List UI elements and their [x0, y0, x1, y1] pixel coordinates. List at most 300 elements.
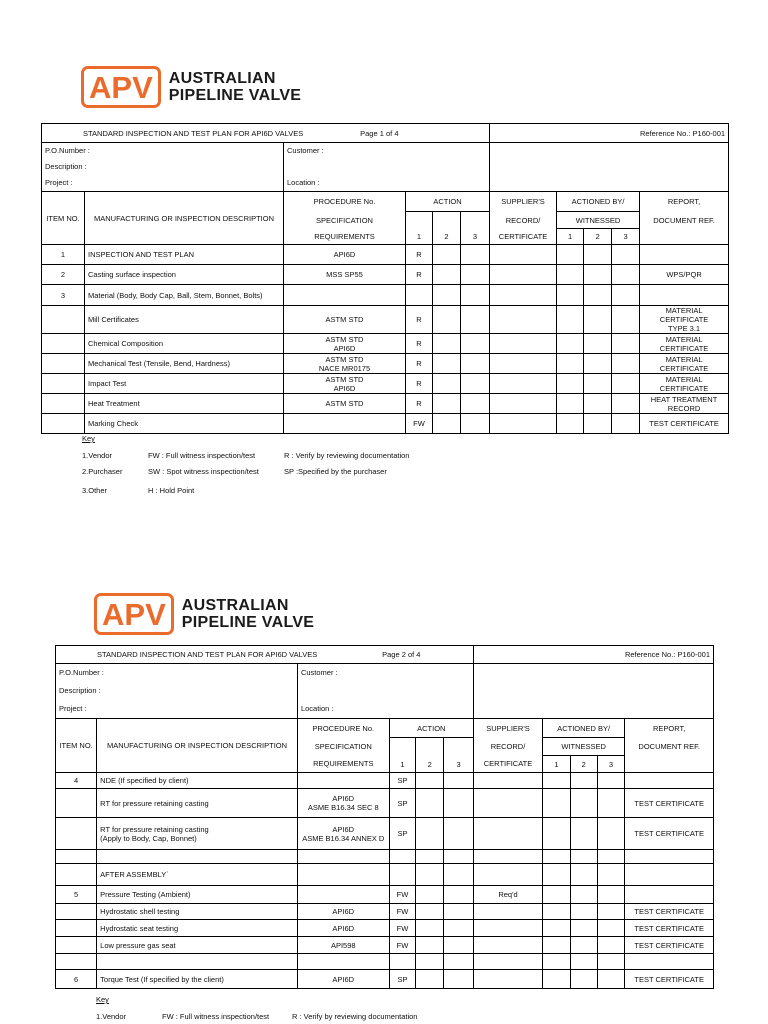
header-report-2: DOCUMENT REF.	[640, 212, 729, 229]
action-1: R	[406, 334, 433, 354]
header-actioned-1: ACTIONED BY/	[557, 192, 640, 212]
action-1: R	[406, 306, 433, 334]
report-document	[640, 245, 729, 265]
header-report-2: DOCUMENT REF.	[625, 738, 714, 756]
key-vendor: 1.Vendor	[82, 451, 113, 460]
witness-1	[543, 818, 571, 850]
supplier-record	[474, 850, 543, 864]
action-1	[389, 954, 416, 970]
witness-2	[570, 954, 597, 970]
witness-3	[612, 245, 640, 265]
item-description: RT for pressure retaining casting (Apply to Body, Cap, Bonnet)	[97, 818, 298, 850]
procedure-spec: API6D ASME B16.34 ANNEX D	[297, 818, 389, 850]
witness-1	[557, 306, 584, 334]
witness-3	[612, 414, 640, 434]
procedure-spec: MSS SP55	[284, 265, 406, 285]
witness-2	[584, 414, 612, 434]
header-witness-2: 2	[570, 756, 597, 773]
key-other: 3.Other	[82, 486, 108, 495]
item-number	[42, 306, 85, 334]
header-supplier-3: CERTIFICATE	[490, 229, 557, 245]
action-2	[433, 374, 461, 394]
action-1: R	[406, 394, 433, 414]
key-r: R : Verify by reviewing documentation	[292, 1012, 418, 1021]
table-row	[56, 818, 714, 850]
action-1: SP	[389, 773, 416, 789]
item-number	[56, 850, 97, 864]
witness-3	[597, 850, 625, 864]
witness-2	[570, 886, 597, 904]
report-document: WPS/PQR	[640, 265, 729, 285]
witness-1	[557, 374, 584, 394]
header-requirements: REQUIREMENTS	[297, 756, 389, 773]
action-2	[416, 954, 444, 970]
company-name-line2: PIPELINE VALVE	[168, 87, 302, 104]
procedure-spec: ASTM STD	[284, 394, 406, 414]
witness-1	[543, 920, 571, 937]
witness-3	[612, 334, 640, 354]
item-description: Torque Test (If specified by the client)	[97, 970, 298, 989]
action-2	[416, 904, 444, 920]
item-number	[56, 904, 97, 920]
witness-1	[557, 414, 584, 434]
header-action-1: 1	[389, 738, 416, 773]
procedure-spec	[297, 773, 389, 789]
page-number: Page 2 of 4	[382, 650, 421, 659]
item-description: AFTER ASSEMBLY`	[97, 864, 298, 886]
company-name-line1: AUSTRALIAN	[168, 70, 276, 87]
item-number: 1	[42, 245, 85, 265]
witness-2	[584, 354, 612, 374]
location-label: Location :	[297, 700, 473, 719]
page-number: Page 1 of 4	[360, 128, 399, 138]
header-item-no: ITEM NO.	[42, 192, 85, 245]
supplier-record	[490, 414, 557, 434]
report-document: MATERIAL CERTIFICATE	[640, 354, 729, 374]
item-number: 5	[56, 886, 97, 904]
supplier-record	[490, 354, 557, 374]
company-logo	[81, 66, 301, 108]
supplier-record	[474, 818, 543, 850]
table-row	[42, 306, 729, 334]
key-purchaser: 2.Purchaser	[82, 467, 123, 476]
header-report-1: REPORT,	[625, 719, 714, 738]
header-action-3: 3	[461, 212, 490, 245]
action-3	[461, 285, 490, 306]
header-witness-3: 3	[597, 756, 625, 773]
witness-2	[584, 245, 612, 265]
procedure-spec: API598	[297, 937, 389, 954]
witness-3	[597, 904, 625, 920]
report-document: MATERIAL CERTIFICATE TYPE 3.1	[640, 306, 729, 334]
action-2	[433, 334, 461, 354]
witness-1	[543, 954, 571, 970]
witness-1	[557, 354, 584, 374]
report-document: TEST CERTIFICATE	[640, 414, 729, 434]
witness-1	[557, 394, 584, 414]
header-supplier-3: CERTIFICATE	[474, 756, 543, 773]
item-number: 6	[56, 970, 97, 989]
witness-1	[543, 773, 571, 789]
report-document: HEAT TREATMENT RECORD	[640, 394, 729, 414]
action-2	[433, 394, 461, 414]
table-row	[42, 285, 729, 306]
header-witness-2: 2	[584, 229, 612, 245]
report-document: TEST CERTIFICATE	[625, 818, 714, 850]
action-1	[389, 864, 416, 886]
header-specification: SPECIFICATION	[284, 212, 406, 229]
witness-3	[597, 773, 625, 789]
key-title: Key	[96, 995, 109, 1004]
company-name-line2: PIPELINE VALVE	[181, 614, 315, 631]
item-number	[42, 334, 85, 354]
witness-3	[612, 285, 640, 306]
procedure-spec	[284, 414, 406, 434]
report-document	[625, 886, 714, 904]
header-supplier-2: RECORD/	[474, 738, 543, 756]
supplier-record	[490, 245, 557, 265]
key-sp: SP :Specified by the purchaser	[284, 467, 387, 476]
key-hold: H : Hold Point	[148, 486, 195, 495]
supplier-record	[474, 970, 543, 989]
header-witness-1: 1	[557, 229, 584, 245]
witness-2	[584, 394, 612, 414]
witness-1	[557, 245, 584, 265]
po-number-label: P.O.Number :	[56, 664, 298, 682]
item-description: RT for pressure retaining casting	[97, 789, 298, 818]
witness-3	[597, 789, 625, 818]
reference-number: Reference No.: P160-001	[474, 646, 714, 664]
table-row	[56, 920, 714, 937]
report-document	[625, 773, 714, 789]
table-row	[42, 354, 729, 374]
header-action-1: 1	[406, 212, 433, 245]
witness-1	[557, 285, 584, 306]
witness-3	[597, 920, 625, 937]
inspection-plan-table-page1	[41, 123, 729, 434]
witness-1	[543, 970, 571, 989]
table-row	[56, 789, 714, 818]
report-document: MATERIAL CERTIFICATE	[640, 334, 729, 354]
action-2	[416, 773, 444, 789]
key-legend-page1	[82, 434, 482, 496]
supplier-record	[474, 904, 543, 920]
action-3	[444, 864, 474, 886]
action-1: SP	[389, 789, 416, 818]
action-1: SP	[389, 970, 416, 989]
action-1: FW	[389, 920, 416, 937]
witness-1	[543, 937, 571, 954]
action-3	[461, 354, 490, 374]
procedure-spec: API6D ASME B16.34 SEC 8	[297, 789, 389, 818]
key-legend-page2	[96, 995, 496, 1023]
action-2	[433, 245, 461, 265]
item-number: 3	[42, 285, 85, 306]
plan-title-cell	[42, 124, 406, 143]
action-2	[416, 850, 444, 864]
key-vendor: 1.Vendor	[96, 1012, 127, 1021]
header-procedure: PROCEDURE No.	[284, 192, 406, 212]
procedure-spec: ASTM STD NACE MR0175	[284, 354, 406, 374]
company-name	[182, 597, 315, 631]
project-label: Project :	[42, 175, 284, 192]
procedure-spec	[284, 285, 406, 306]
action-2	[416, 818, 444, 850]
action-1: FW	[389, 937, 416, 954]
report-document: TEST CERTIFICATE	[625, 920, 714, 937]
supplier-record: Req'd	[474, 886, 543, 904]
supplier-record	[474, 954, 543, 970]
report-document: TEST CERTIFICATE	[625, 904, 714, 920]
item-description: INSPECTION AND TEST PLAN	[85, 245, 284, 265]
key-r: R : Verify by reviewing documentation	[284, 451, 410, 460]
supplier-record	[490, 285, 557, 306]
procedure-spec: ASTM STD API6D	[284, 374, 406, 394]
apv-logo-mark: APV	[94, 593, 174, 635]
action-3	[444, 970, 474, 989]
report-document	[625, 954, 714, 970]
witness-2	[584, 265, 612, 285]
table-row	[42, 414, 729, 434]
supplier-record	[474, 920, 543, 937]
header-requirements: REQUIREMENTS	[284, 229, 406, 245]
item-description: Impact Test	[85, 374, 284, 394]
header-item-no: ITEM NO.	[56, 719, 97, 773]
key-fw: FW : Full witness inspection/test	[148, 451, 256, 460]
action-2	[433, 354, 461, 374]
supplier-record	[474, 773, 543, 789]
plan-title: STANDARD INSPECTION AND TEST PLAN FOR API6D VALVES	[83, 128, 304, 138]
witness-1	[543, 850, 571, 864]
item-description	[97, 850, 298, 864]
header-actioned-1: ACTIONED BY/	[543, 719, 625, 738]
plan-title-cell	[56, 646, 390, 664]
item-number	[56, 937, 97, 954]
item-description: Heat Treatment	[85, 394, 284, 414]
witness-1	[543, 904, 571, 920]
report-document	[625, 850, 714, 864]
apv-logo-mark: APV	[81, 66, 161, 108]
company-logo-page2	[94, 593, 314, 635]
action-3	[444, 886, 474, 904]
report-document	[625, 864, 714, 886]
item-description: Chemical Composition	[85, 334, 284, 354]
supplier-record	[490, 374, 557, 394]
item-description: Hydrostatic seat testing	[97, 920, 298, 937]
witness-2	[584, 285, 612, 306]
action-2	[433, 306, 461, 334]
witness-3	[597, 886, 625, 904]
action-3	[444, 954, 474, 970]
header-supplier-2: RECORD/	[490, 212, 557, 229]
company-name	[169, 70, 302, 104]
action-3	[461, 265, 490, 285]
project-label: Project :	[56, 700, 298, 719]
header-action: ACTION	[406, 192, 490, 212]
witness-2	[570, 920, 597, 937]
item-number	[42, 414, 85, 434]
report-document: MATERIAL CERTIFICATE	[640, 374, 729, 394]
report-document: TEST CERTIFICATE	[625, 789, 714, 818]
witness-3	[612, 265, 640, 285]
witness-2	[570, 937, 597, 954]
witness-1	[543, 789, 571, 818]
table-row	[56, 937, 714, 954]
action-3	[461, 394, 490, 414]
item-number	[56, 818, 97, 850]
action-1: R	[406, 265, 433, 285]
witness-3	[597, 970, 625, 989]
header-action-2: 2	[433, 212, 461, 245]
item-description: Mill Certificates	[85, 306, 284, 334]
table-row	[56, 954, 714, 970]
witness-3	[612, 354, 640, 374]
action-3	[444, 773, 474, 789]
header-description: MANUFACTURING OR INSPECTION DESCRIPTION	[97, 719, 298, 773]
item-number	[42, 394, 85, 414]
action-1: R	[406, 245, 433, 265]
action-1: FW	[389, 904, 416, 920]
action-2	[416, 886, 444, 904]
action-1: FW	[389, 886, 416, 904]
table-row	[56, 904, 714, 920]
action-1: R	[406, 354, 433, 374]
witness-2	[570, 818, 597, 850]
item-description: NDE (If specified by client)	[97, 773, 298, 789]
witness-2	[570, 904, 597, 920]
witness-3	[597, 818, 625, 850]
witness-1	[557, 265, 584, 285]
supplier-record	[490, 334, 557, 354]
key-fw: FW : Full witness inspection/test	[162, 1012, 270, 1021]
action-2	[416, 920, 444, 937]
witness-2	[570, 789, 597, 818]
action-1: FW	[406, 414, 433, 434]
action-3	[444, 818, 474, 850]
header-actioned-2: WITNESSED	[543, 738, 625, 756]
table-row	[42, 265, 729, 285]
header-actioned-2: WITNESSED	[557, 212, 640, 229]
item-number	[42, 374, 85, 394]
table-row	[56, 850, 714, 864]
witness-2	[570, 850, 597, 864]
report-document: TEST CERTIFICATE	[625, 970, 714, 989]
key-title: Key	[82, 434, 95, 443]
item-description	[97, 954, 298, 970]
witness-1	[543, 864, 571, 886]
procedure-spec: API6D	[284, 245, 406, 265]
procedure-spec: ASTM STD	[284, 306, 406, 334]
witness-1	[557, 334, 584, 354]
header-action-3: 3	[444, 738, 474, 773]
header-action: ACTION	[389, 719, 473, 738]
item-description: Marking Check	[85, 414, 284, 434]
procedure-spec: API6D	[297, 904, 389, 920]
table-row	[56, 864, 714, 886]
report-document: TEST CERTIFICATE	[625, 937, 714, 954]
header-specification: SPECIFICATION	[297, 738, 389, 756]
header-action-2: 2	[416, 738, 444, 773]
witness-3	[612, 374, 640, 394]
header-witness-1: 1	[543, 756, 571, 773]
action-2	[416, 864, 444, 886]
action-2	[416, 789, 444, 818]
action-3	[461, 245, 490, 265]
witness-2	[570, 970, 597, 989]
procedure-spec	[297, 850, 389, 864]
witness-2	[570, 773, 597, 789]
action-2	[416, 937, 444, 954]
supplier-record	[474, 789, 543, 818]
header-supplier-1: SUPPLIER'S	[490, 192, 557, 212]
action-2	[433, 414, 461, 434]
action-3	[461, 306, 490, 334]
supplier-record	[490, 394, 557, 414]
customer-label: Customer :	[284, 143, 490, 159]
witness-1	[543, 886, 571, 904]
item-description: Hydrostatic shell testing	[97, 904, 298, 920]
header-supplier-1: SUPPLIER'S	[474, 719, 543, 738]
item-number	[56, 920, 97, 937]
item-description: Material (Body, Body Cap, Ball, Stem, Bonnet, Bolts)	[85, 285, 284, 306]
item-number	[42, 354, 85, 374]
procedure-spec: ASTM STD API6D	[284, 334, 406, 354]
table-row	[56, 886, 714, 904]
header-procedure: PROCEDURE No.	[297, 719, 389, 738]
action-1: SP	[389, 818, 416, 850]
item-number	[56, 864, 97, 886]
witness-2	[584, 334, 612, 354]
action-1: R	[406, 374, 433, 394]
header-description: MANUFACTURING OR INSPECTION DESCRIPTION	[85, 192, 284, 245]
witness-2	[570, 864, 597, 886]
key-sw: SW : Spot witness inspection/test	[148, 467, 259, 476]
table-row	[56, 773, 714, 789]
witness-3	[597, 954, 625, 970]
supplier-record	[490, 306, 557, 334]
item-number: 4	[56, 773, 97, 789]
description-label: Description :	[42, 159, 284, 175]
item-description: Casting surface inspection	[85, 265, 284, 285]
description-label: Description :	[56, 682, 298, 700]
table-row	[42, 394, 729, 414]
item-number	[56, 954, 97, 970]
action-3	[444, 904, 474, 920]
action-1	[406, 285, 433, 306]
witness-2	[584, 374, 612, 394]
procedure-spec: API6D	[297, 920, 389, 937]
plan-title: STANDARD INSPECTION AND TEST PLAN FOR API6D VALVES	[97, 650, 318, 659]
supplier-record	[490, 265, 557, 285]
table-row	[42, 374, 729, 394]
action-3	[444, 850, 474, 864]
report-document	[640, 285, 729, 306]
action-2	[433, 285, 461, 306]
table-row	[42, 334, 729, 354]
witness-2	[584, 306, 612, 334]
item-description: Mechanical Test (Tensile, Bend, Hardness)	[85, 354, 284, 374]
procedure-spec	[297, 886, 389, 904]
company-name-line1: AUSTRALIAN	[181, 597, 289, 614]
action-2	[433, 265, 461, 285]
table-row	[42, 245, 729, 265]
witness-3	[612, 306, 640, 334]
po-number-label: P.O.Number :	[42, 143, 284, 159]
action-3	[461, 334, 490, 354]
action-2	[416, 970, 444, 989]
procedure-spec: API6D	[297, 970, 389, 989]
procedure-spec	[297, 864, 389, 886]
